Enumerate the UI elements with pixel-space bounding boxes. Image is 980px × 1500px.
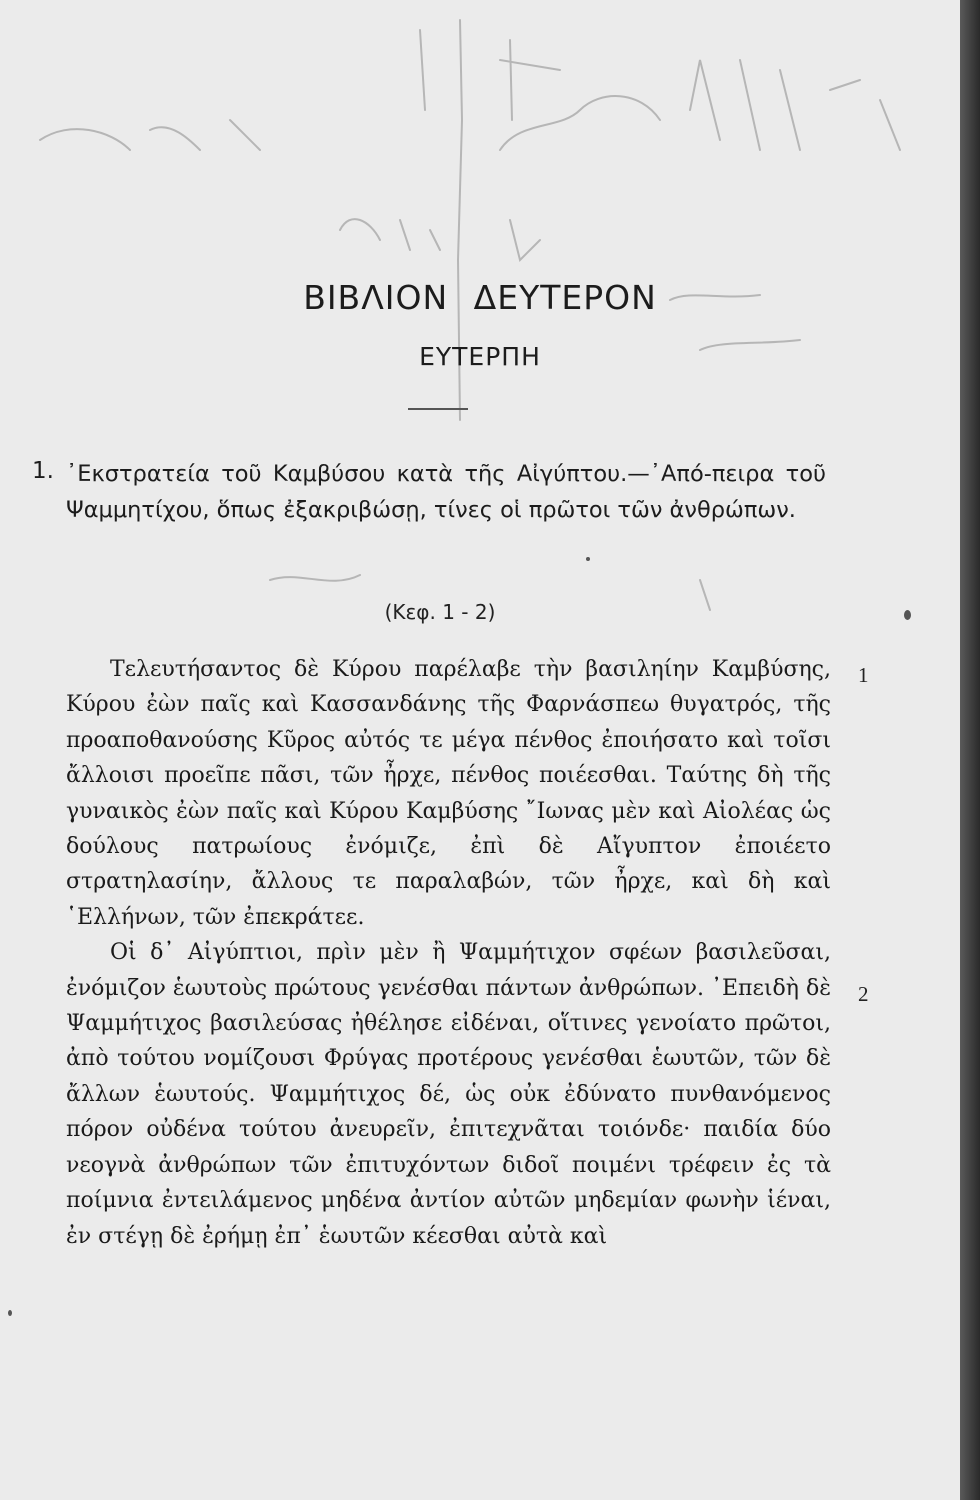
- margin-number-1: 1: [858, 663, 869, 687]
- ink-speck: [586, 557, 590, 561]
- pencil-scribble-4: [340, 219, 540, 260]
- margin-number-2: 2: [858, 982, 869, 1006]
- book-title: ΒΙΒΛΙΟΝ ΔΕΥΤΕΡΟΝ: [303, 278, 657, 317]
- section-number: 1.: [32, 458, 54, 484]
- chapter-reference: (Κεφ. 1 - 2): [384, 600, 496, 624]
- pencil-stroke-3: [500, 40, 560, 120]
- book-name: ΕΥΤΕΡΠΗ: [419, 342, 541, 371]
- body-text: [66, 652, 831, 1254]
- pencil-scribble-3: [40, 120, 260, 150]
- ink-speck: [904, 610, 911, 620]
- pencil-scribble-1: [500, 96, 660, 150]
- title-divider: [408, 408, 468, 410]
- page-edge-shadow: [960, 0, 980, 1500]
- section-heading: ᾿Εκστρατεία τοῦ Καμβύσου κατὰ τῆς Αἰγύπτου.—᾿Από-πειρα τοῦ Ψαμμητίχου, ὅπως ἐξακριβώσῃ, τίνες οἱ πρῶτοι τῶν ἀνθρώπων.: [66, 461, 826, 523]
- ink-speck: [8, 1310, 12, 1316]
- pencil-stroke-2: [420, 30, 425, 110]
- paragraph-1: Τελευτήσαντος δὲ Κύρου παρέλαβε τὴν βασιληίην Καμβύσης, Κύρου ἐὼν παῖς καὶ Κασσανδάνης τῆς Φαρνάσπεω θυγατρός, τῆς προαποθανούσης Κῦρος αὐτός τε μέγα πένθος ἐποιήσατο καὶ τοῖσι ἄλλοισι προεῖπε πᾶσι, τῶν ἦρχε, πένθος ποιέεσθαι. Ταύτης δὴ τῆς γυναικὸς ἐὼν παῖς καὶ Κύρου Καμβύσης ῎Ιωνας μὲν καὶ Αἰολέας ὡς δούλους πατρωίους ἐνόμιζε, ἐπὶ δὲ Αἴγυπτον ἐποιέετο στρατηλασίην, ἄλλους τε παραλαβών, τῶν ἦρχε, καὶ δὴ καὶ ῾Ελλήνων, τῶν ἐπεκράτεε.: [66, 657, 831, 930]
- pencil-scribble-2: [690, 60, 900, 150]
- paragraph-2: Οἱ δ᾽ Αἰγύπτιοι, πρὶν μὲν ἢ Ψαμμήτιχον σφέων βασιλεῦσαι, ἐνόμιζον ἑωυτοὺς πρώτους γενέσθαι πάντων ἀνθρώπων. ᾿Επειδὴ δὲ Ψαμμήτιχος βασιλεύσας ἠθέλησε εἰδέναι, οἵτινες γενοίατο πρῶτοι, ἀπὸ τούτου νομίζουσι Φρύγας προτέρους γενέσθαι ἑωυτῶν, τῶν δὲ ἄλλων ἑωυτούς. Ψαμμήτιχος δέ, ὡς οὐκ ἐδύνατο πυνθανόμενος πόρον οὐδένα τούτου ἀνευρεῖν, ἐπιτεχνᾶται τοιόνδε· παιδία δύο νεογνὰ ἀνθρώπων τῶν ἐπιτυχόντων διδοῖ ποιμένι τρέφειν ἐς τὰ ποίμνια ἐντειλάμενος μηδένα ἀντίον αὐτῶν μηδεμίαν φωνὴν ἱέναι, ἐν στέγῃ δὲ ἐρήμῃ ἐπ᾽ ἑωυτῶν κέεσθαι αὐτὰ καὶ: [66, 940, 831, 1249]
